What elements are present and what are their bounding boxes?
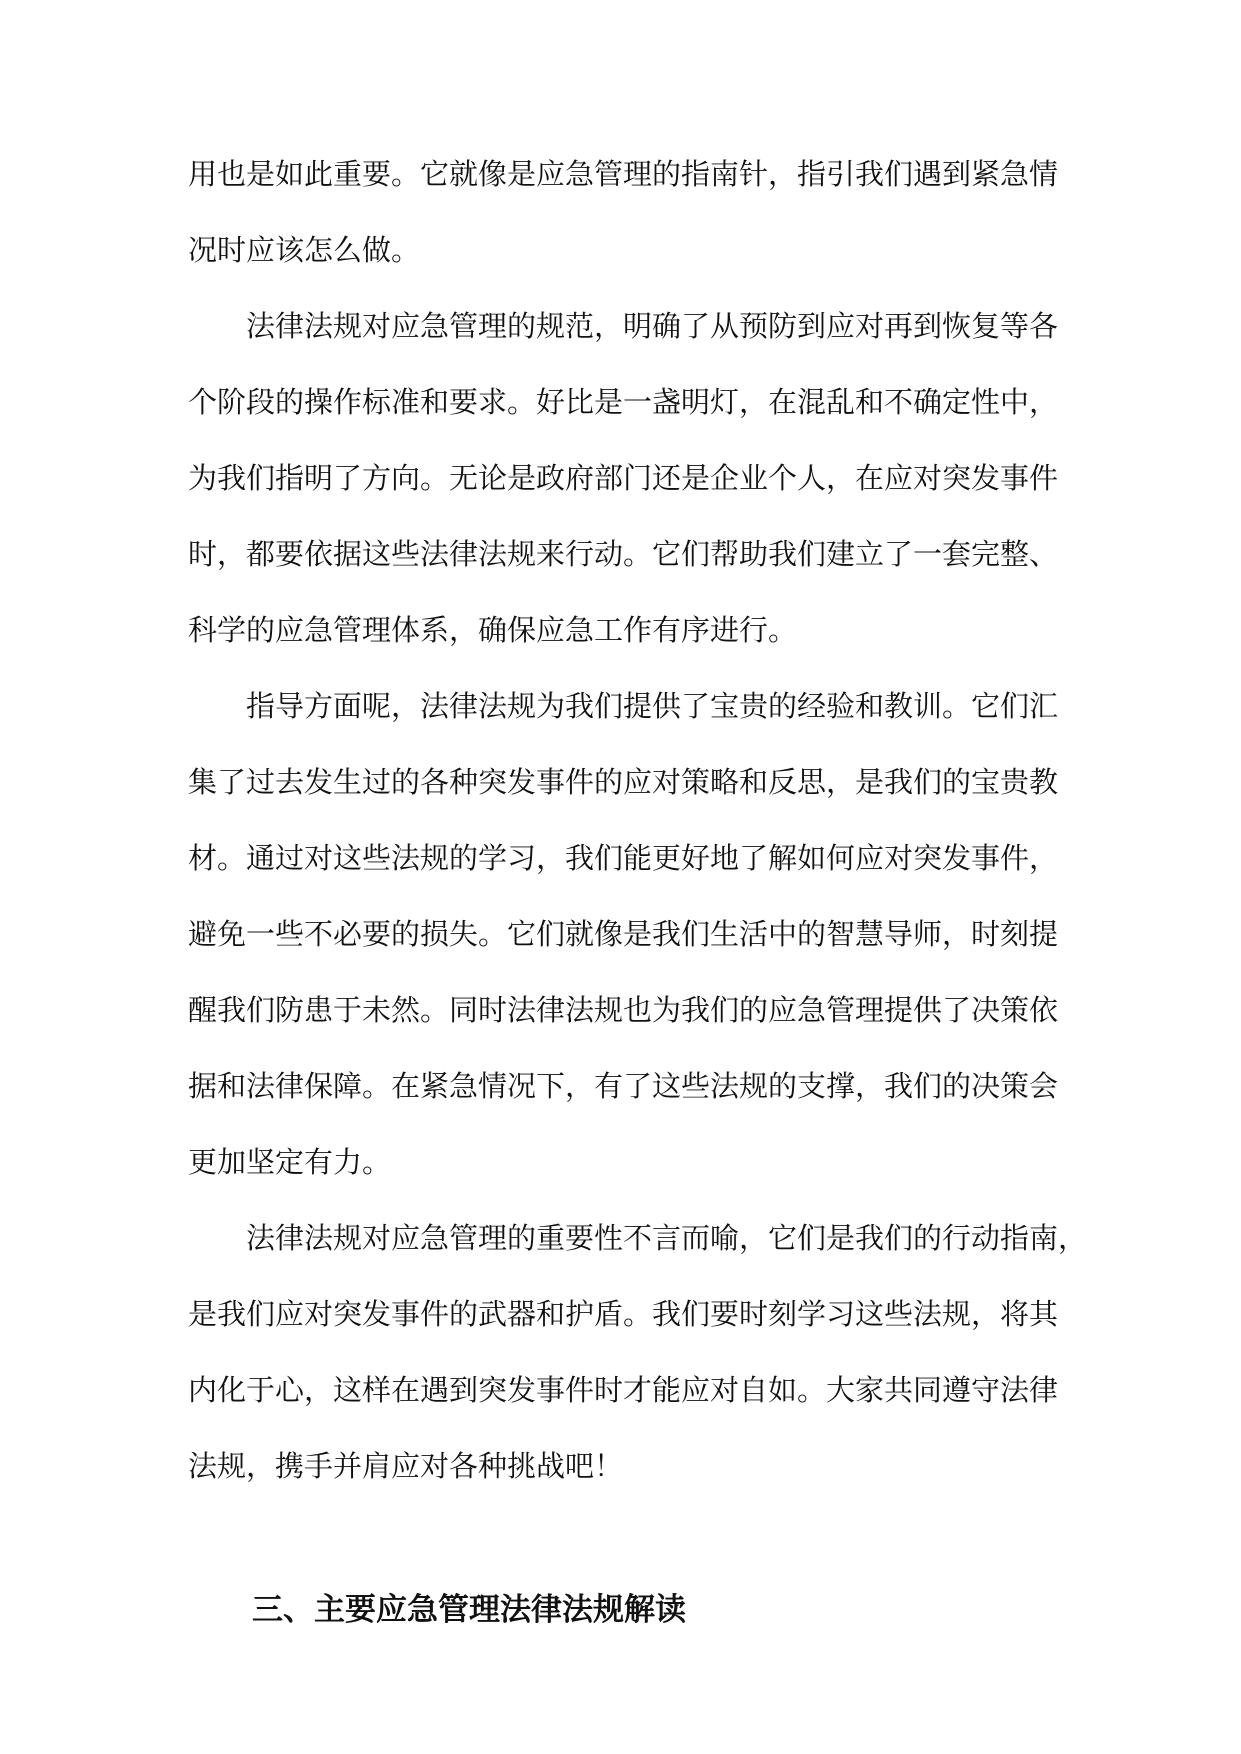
paragraph-continuation xyxy=(188,136,1059,288)
text-line: 据和法律保障。在紧急情况下，有了这些法规的支撑，我们的决策会 xyxy=(188,1069,1059,1103)
section-heading: 三、主要应急管理法律法规解读 xyxy=(252,1592,686,1628)
text-line: 是我们应对突发事件的武器和护盾。我们要时刻学习这些法规，将其 xyxy=(188,1297,1059,1331)
body-text xyxy=(188,136,1088,1504)
text-line: 为我们指明了方向。无论是政府部门还是企业个人，在应对突发事件 xyxy=(188,461,1059,495)
paragraph-regulation xyxy=(188,288,1059,668)
text-line: 法规，携手并肩应对各种挑战吧！ xyxy=(188,1449,624,1483)
text-line: 材。通过对这些法规的学习，我们能更好地了解如何应对突发事件， xyxy=(188,841,1059,875)
text-line: 法律法规对应急管理的规范，明确了从预防到应对再到恢复等各 xyxy=(246,309,1059,343)
text-line: 避免一些不必要的损失。它们就像是我们生活中的智慧导师，时刻提 xyxy=(188,917,1059,951)
paragraph-importance xyxy=(188,1200,1088,1504)
text-line: 时，都要依据这些法律法规来行动。它们帮助我们建立了一套完整、 xyxy=(188,537,1059,571)
text-line: 法律法规对应急管理的重要性不言而喻，它们是我们的行动指南， xyxy=(246,1221,1088,1255)
text-line: 个阶段的操作标准和要求。好比是一盏明灯，在混乱和不确定性中， xyxy=(188,385,1059,419)
text-line: 用也是如此重要。它就像是应急管理的指南针，指引我们遇到紧急情 xyxy=(188,157,1059,191)
text-line: 集了过去发生过的各种突发事件的应对策略和反思，是我们的宝贵教 xyxy=(188,765,1059,799)
text-line: 科学的应急管理体系，确保应急工作有序进行。 xyxy=(188,613,798,647)
text-line: 指导方面呢，法律法规为我们提供了宝贵的经验和教训。它们汇 xyxy=(246,689,1059,723)
text-line: 况时应该怎么做。 xyxy=(188,233,421,267)
text-line: 内化于心，这样在遇到突发事件时才能应对自如。大家共同遵守法律 xyxy=(188,1373,1059,1407)
text-line: 更加坚定有力。 xyxy=(188,1145,392,1179)
text-line: 醒我们防患于未然。同时法律法规也为我们的应急管理提供了决策依 xyxy=(188,993,1059,1027)
paragraph-guidance xyxy=(188,668,1059,1200)
